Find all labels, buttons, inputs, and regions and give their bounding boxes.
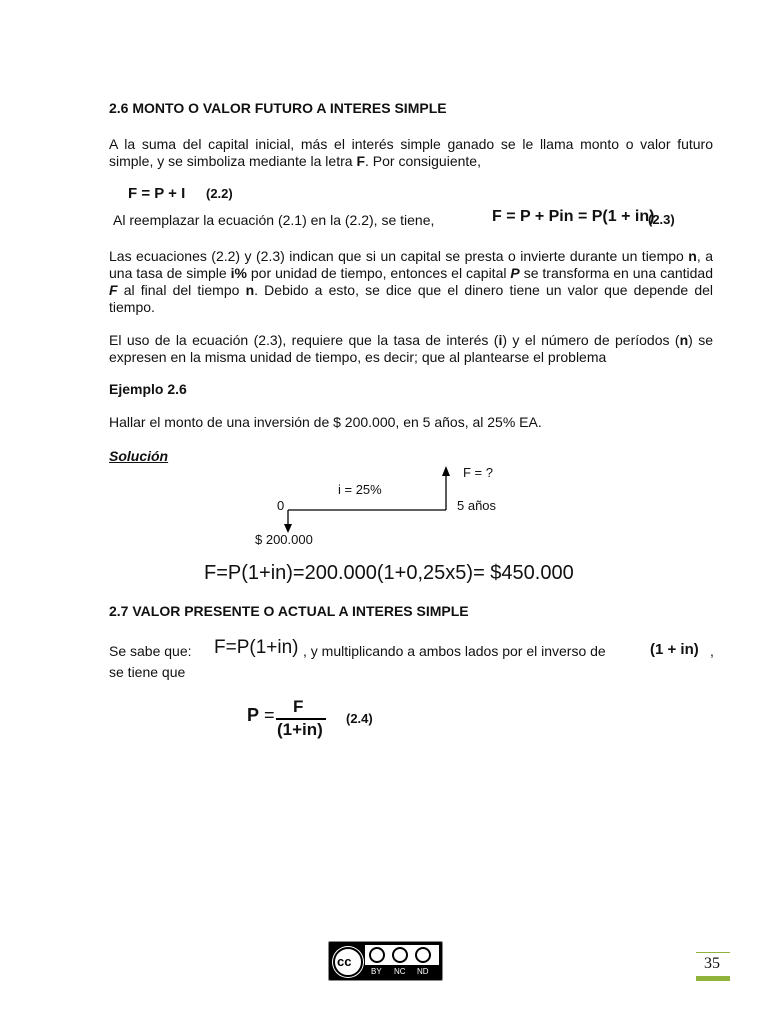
inverse-term: (1 + in) [650,641,699,658]
equation-2-4-lhs: P = [247,705,275,725]
comma: , [710,643,714,659]
section-heading-2-7: 2.7 VALOR PRESENTE O ACTUAL A INTERES SIMPLE [109,603,469,619]
by-label: BY [371,967,382,976]
future-formula: F=P(1+in) [214,637,299,658]
equation-2-4-denominator: (1+in) [277,720,323,739]
future-arrow-head [442,466,450,476]
nc-icon [392,947,408,963]
equation-2-4-tag: (2.4) [346,711,373,726]
known-text: Se sabe que: [109,643,192,659]
nc-label: NC [394,967,406,976]
replace-text: Al reemplazar la ecuación (2.1) en la (2.2), se tiene, [113,212,435,228]
result-intro-text: se tiene que [109,664,186,680]
solution-label: Solución [109,448,169,464]
interest-rate-label: i = 25% [338,482,382,497]
nd-icon [415,947,431,963]
intro-paragraph: A la suma del capital inicial, más el interés simple ganado se le llama monto o valor futuro simple, y se simboliza mediante la letra F. Por consiguiente, [109,136,713,169]
equation-2-3-tag: (2.3) [648,212,675,227]
page-number-bottom-bar [696,976,730,981]
by-icon [369,947,385,963]
creative-commons-badge [328,941,443,981]
equation-2-4-numerator: F [293,697,304,716]
example-title: Ejemplo 2.6 [109,381,187,397]
equation-2-2-tag: (2.2) [206,186,233,201]
units-paragraph: El uso de la ecuación (2.3), requiere que la tasa de interés (i) y el número de períodos (n) se expresen en la misma unidad de tiempo, es decir; que al plantearse el problema [109,332,713,365]
equation-2-3: F = P + Pin = P(1 + in) [492,208,655,225]
explanation-paragraph: Las ecuaciones (2.2) y (2.3) indican que si un capital se presta o invierte durante un tiempo n, a una tasa de simple i% por unidad de tiempo, entonces el capital P se transforma en una cantidad F al final del tiempo n. Debido a esto, se dice que el dinero tiene un valor que depende del tiempo. [109,248,714,315]
nd-label: ND [417,967,429,976]
page-number-top-rule [696,952,730,953]
example-text: Hallar el monto de una inversión de $ 200.000, en 5 años, al 25% EA. [109,414,542,430]
result-equation: F=P(1+in)=200.000(1+0,25x5)= $450.000 [204,562,574,584]
cc-icon: cc [333,947,363,977]
equation-2-2: F = P + I [128,185,186,202]
period-end-label: 5 años [457,498,497,513]
multiply-text: , y multiplicando a ambos lados por el inverso de [303,643,606,659]
section-heading-2-6: 2.6 MONTO O VALOR FUTURO A INTERES SIMPLE [109,100,447,116]
present-value-label: $ 200.000 [255,532,313,547]
page-number: 35 [704,955,720,972]
cash-flow-diagram [270,460,470,535]
future-value-label: F = ? [463,465,493,480]
period-zero-label: 0 [277,498,285,513]
